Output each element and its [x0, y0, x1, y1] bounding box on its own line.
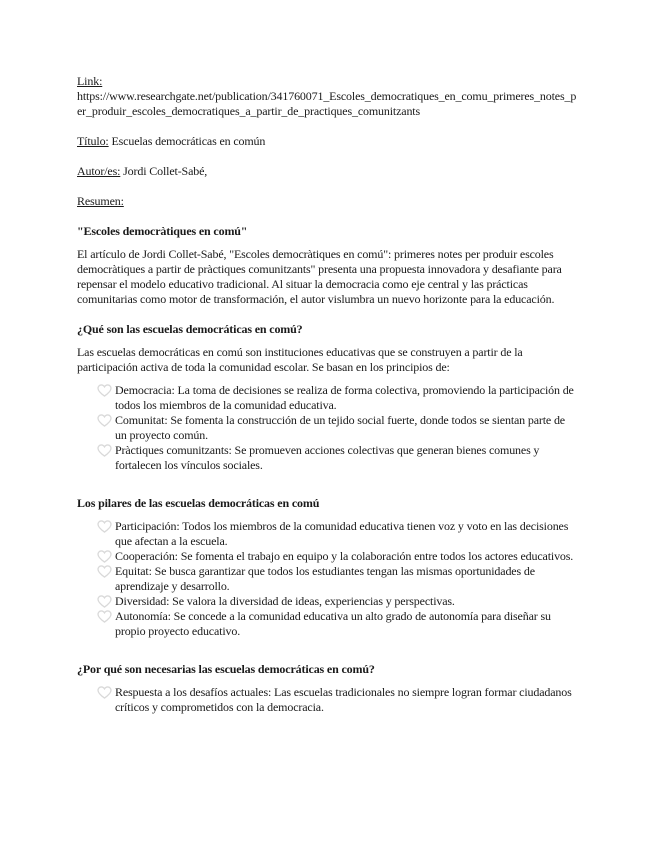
- section-paragraph: El artículo de Jordi Collet-Sabé, "Escoles democràtiques en comú": primeres notes per produir escoles democràtiques a partir de pràctiques comunitzants" presenta una propuesta innovadora y desafiante para repensar el modelo educativo tradicional. Al situar la democracia como eje central y las prácticas comunitarias como motor de transformación, el autor vislumbra un nuevo horizonte para la educación.: [77, 247, 562, 306]
- list-item: Diversidad: Se valora la diversidad de ideas, experiencias y perspectivas.: [97, 594, 579, 609]
- title-value: Escuelas democráticas en común: [108, 134, 266, 148]
- list-item: Cooperación: Se fomenta el trabajo en equipo y la colaboración entre todos los actores educativos.: [97, 549, 579, 564]
- section-paragraph: Las escuelas democráticas en comú son instituciones educativas que se construyen a partir de la participación activa de toda la comunidad escolar. Se basan en los principios de:: [77, 345, 523, 374]
- title-line: [77, 134, 579, 149]
- white-heart-icon: [97, 686, 112, 699]
- white-heart-icon: [97, 595, 112, 608]
- summary-label: Resumen:: [77, 194, 124, 208]
- pillars-list: [77, 519, 579, 639]
- section-heading: "Escoles democràtiques en comú": [77, 224, 248, 238]
- white-heart-icon: [97, 384, 112, 397]
- list-item: Democracia: La toma de decisiones se realiza de forma colectiva, promoviendo la participación de todos los miembros de la comunidad educativa.: [97, 383, 579, 413]
- list-item: Equitat: Se busca garantizar que todos los estudiantes tengan las mismas oportunidades de aprendizaje y desarrollo.: [97, 564, 579, 594]
- list-item: Respuesta a los desafíos actuales: Las escuelas tradicionales no siempre logran formar ciudadanos críticos y comprometidos con la democracia.: [97, 685, 579, 715]
- author-value: Jordi Collet-Sabé,: [120, 164, 208, 178]
- reasons-list: [77, 685, 579, 715]
- link-url[interactable]: https://www.researchgate.net/publication/341760071_Escoles_democratiques_en_comu_primeres_notes_per_produir_escoles_democratiques_a_partir_de_practiques_comunitzants: [77, 89, 577, 118]
- white-heart-icon: [97, 610, 112, 623]
- author-line: [77, 164, 579, 179]
- link-label: Link:: [77, 74, 103, 88]
- section-heading: ¿Por qué son necesarias las escuelas democráticas en comú?: [77, 662, 375, 676]
- white-heart-icon: [97, 565, 112, 578]
- list-item: Comunitat: Se fomenta la construcción de un tejido social fuerte, donde todos se sientan parte de un proyecto común.: [97, 413, 579, 443]
- list-item: Autonomía: Se concede a la comunidad educativa un alto grado de autonomía para diseñar su propio proyecto educativo.: [97, 609, 579, 639]
- white-heart-icon: [97, 444, 112, 457]
- white-heart-icon: [97, 550, 112, 563]
- white-heart-icon: [97, 414, 112, 427]
- principles-list: [77, 383, 579, 473]
- section-heading: Los pilares de las escuelas democráticas en comú: [77, 496, 320, 510]
- title-label: Título:: [77, 134, 109, 148]
- section-heading: ¿Qué son las escuelas democráticas en comú?: [77, 322, 303, 336]
- list-item: Participación: Todos los miembros de la comunidad educativa tienen voz y voto en las decisiones que afectan a la escuela.: [97, 519, 579, 549]
- author-label: Autor/es:: [77, 164, 121, 178]
- white-heart-icon: [97, 520, 112, 533]
- list-item: Pràctiques comunitzants: Se promueven acciones colectivas que generan bienes comunes y fortalecen los vínculos sociales.: [97, 443, 579, 473]
